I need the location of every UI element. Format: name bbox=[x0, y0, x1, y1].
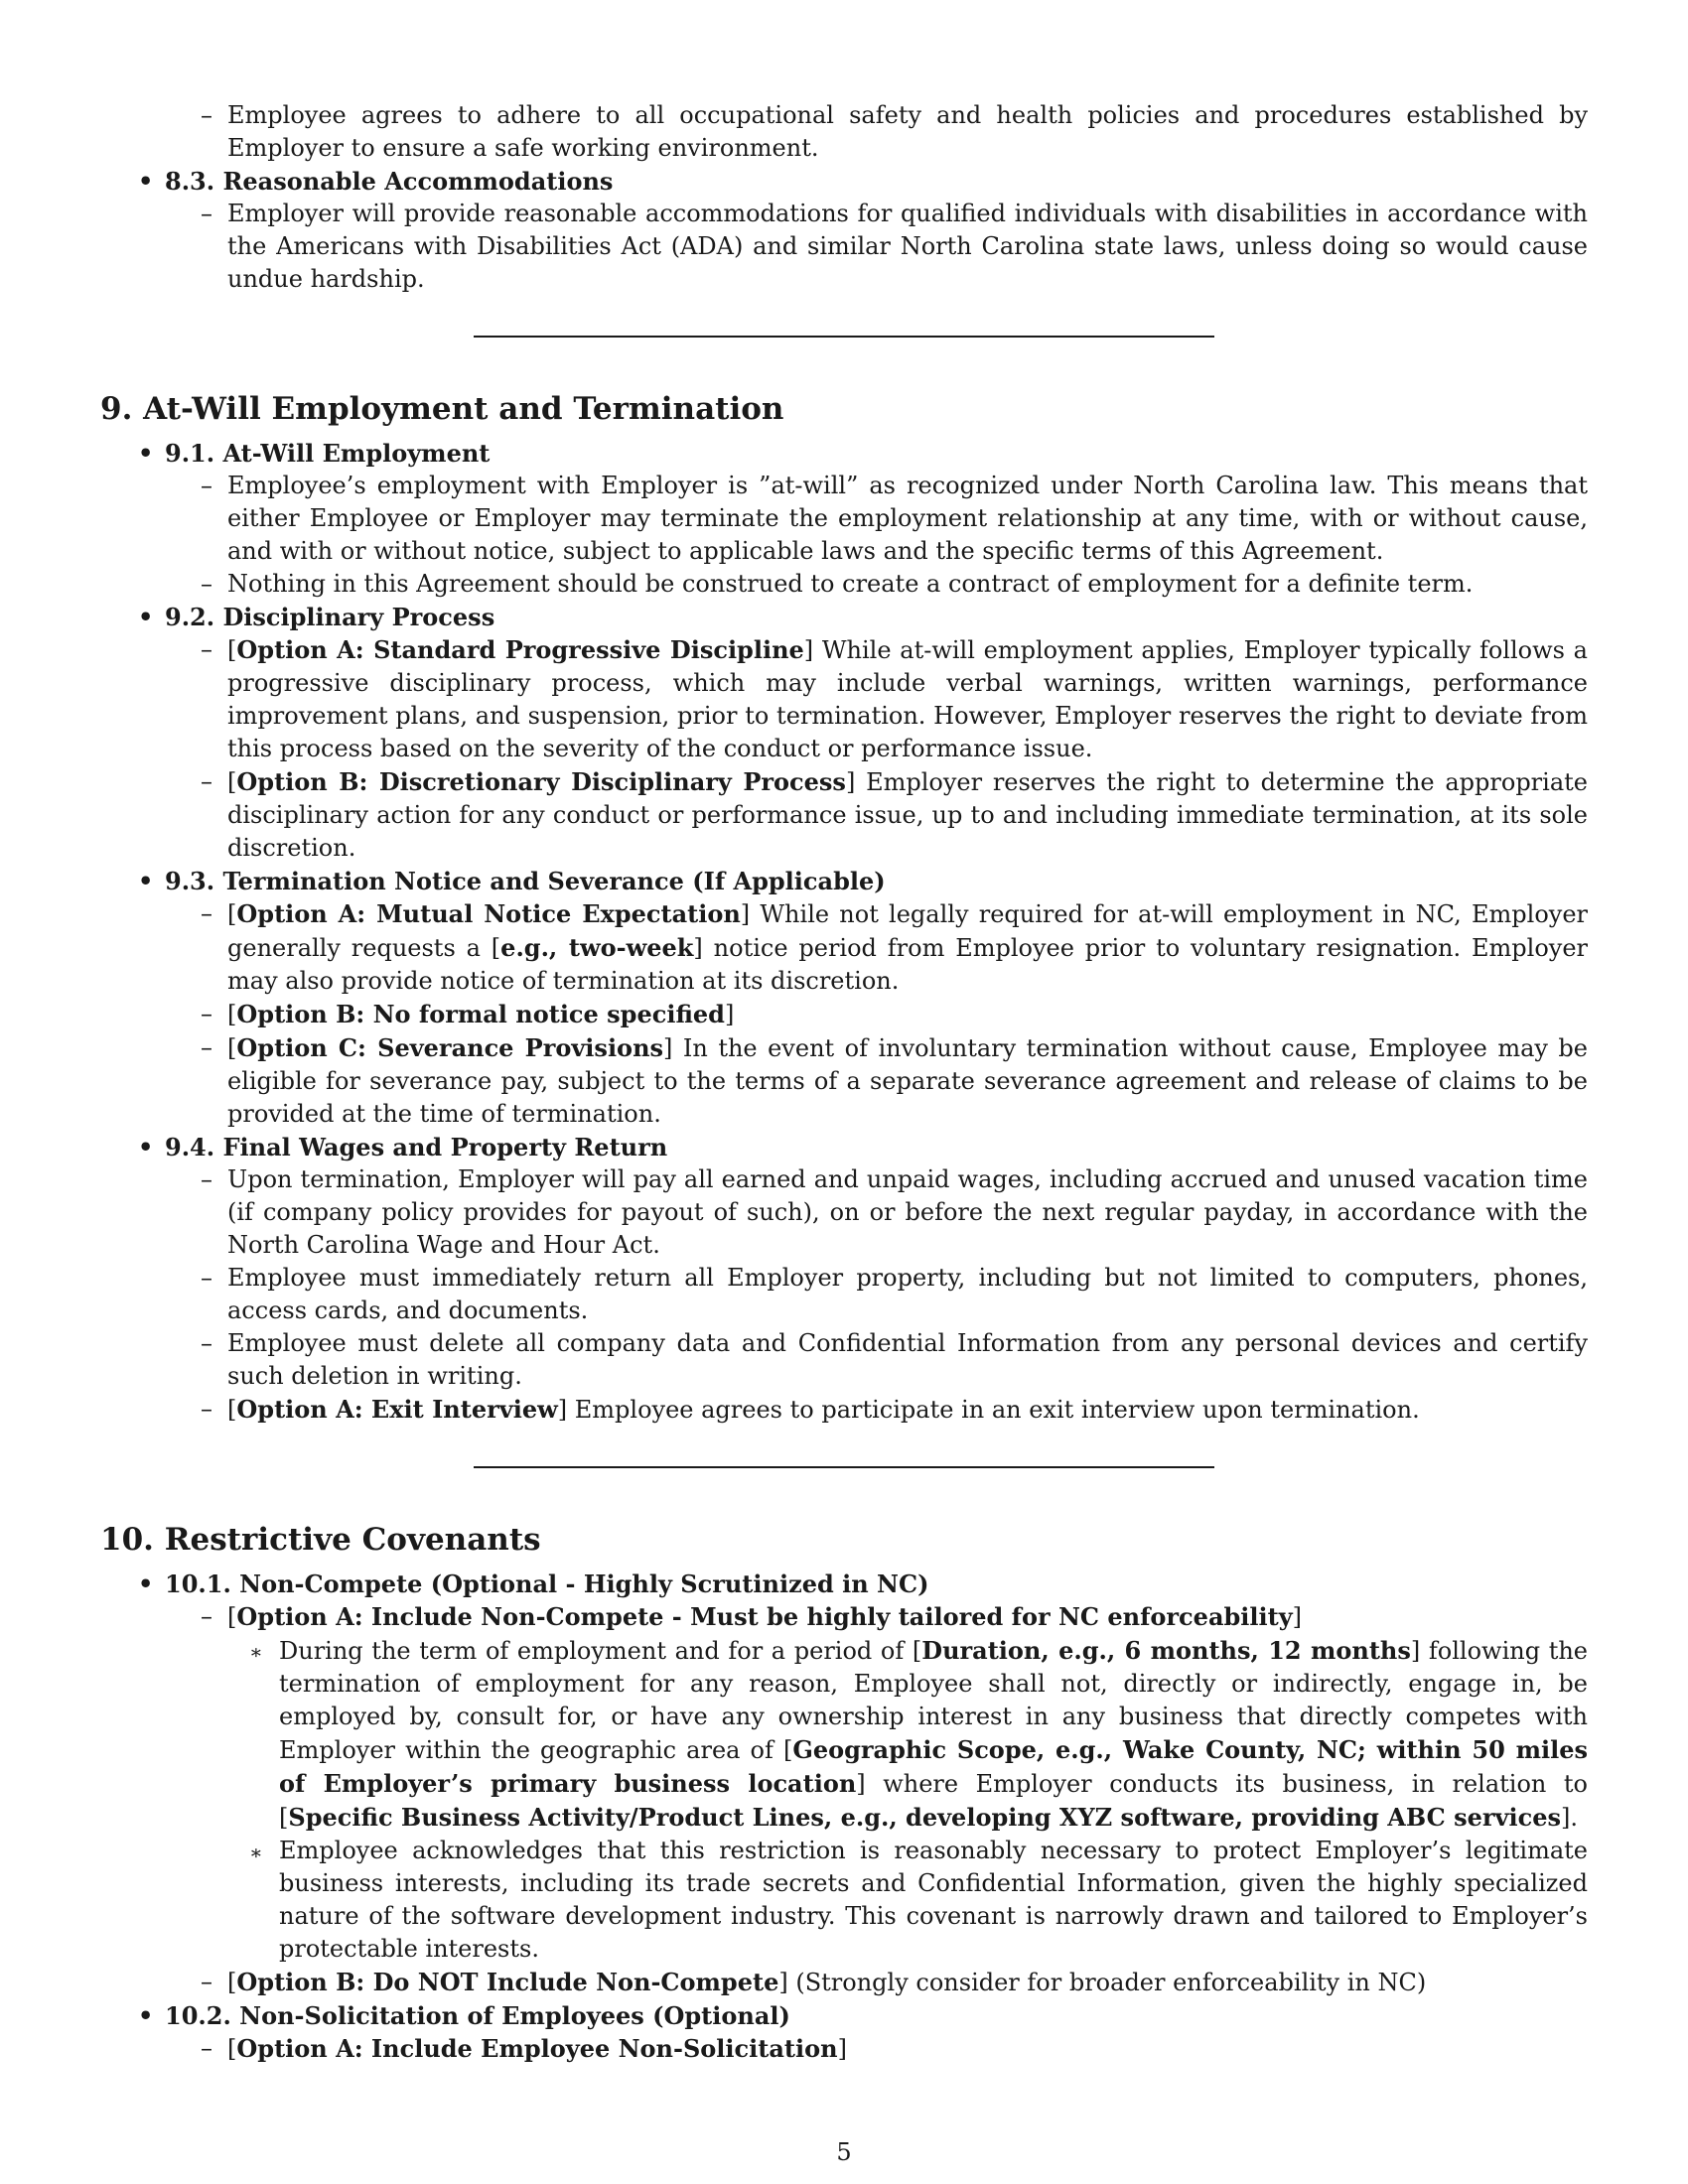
placeholder-text: Geographic Scope, e.g., Wake County, NC; within 50 miles of Employer’s primary business location bbox=[279, 1735, 1588, 1798]
asterisk-marker: ∗ bbox=[249, 1640, 263, 1664]
list-item: – [Option A: Include Employee Non-Solicitation] bbox=[201, 2034, 847, 2063]
document-page bbox=[100, 99, 1588, 2066]
bullet-marker: • bbox=[138, 867, 154, 895]
list-item bbox=[100, 99, 1588, 165]
list-item: – [Option C: Severance Provisions] In the event of involuntary termination without cause, Employee may be eligible for severance pay, subject to the terms of a separate severance agreement and release of claims to be provided at the time of termination. bbox=[201, 1033, 1589, 1128]
list-item: – [Option A: Exit Interview] Employee agrees to participate in an exit interview upon termination. bbox=[201, 1395, 1420, 1424]
option-label: Option A: Mutual Notice Expectation bbox=[236, 899, 741, 928]
list-item: – Employee must immediately return all Employer property, including but not limited to computers, phones, access cards, and documents. bbox=[201, 1264, 1588, 1324]
list-item: – [Option B: Discretionary Disciplinary Process] Employer reserves the right to determine the appropriate disciplinary action for any conduct or performance issue, up to and including immediate termination, at its sole discretion. bbox=[201, 767, 1588, 862]
dash-marker: – bbox=[201, 1395, 212, 1423]
subsection-heading-9-4: • 9.4. Final Wages and Property Return bbox=[138, 1133, 668, 1161]
bullet-marker: • bbox=[138, 1570, 154, 1598]
option-label: Option A: Exit Interview bbox=[236, 1395, 558, 1424]
subsection-heading-10-2: • 10.2. Non-Solicitation of Employees (Optional) bbox=[138, 2001, 790, 2030]
list-item: – [Option A: Standard Progressive Discipline] While at-will employment applies, Employer typically follows a progressive disciplinary process, which may include verbal warnings, written warnings, performance improvement plans, and suspension, prior to termination. However, Employer reserves the right to deviate from this process based on the severity of the conduct or performance issue. bbox=[201, 635, 1588, 762]
bullet-marker: • bbox=[138, 167, 154, 196]
list-item bbox=[100, 198, 1588, 296]
subsection-heading-9-3: • 9.3. Termination Notice and Severance (If Applicable) bbox=[138, 867, 886, 895]
option-label: Option A: Include Employee Non-Solicitation bbox=[236, 2034, 838, 2063]
dash-marker: – bbox=[201, 1968, 212, 1995]
dash-marker: – bbox=[201, 899, 212, 927]
list-item: – [Option A: Mutual Notice Expectation] While not legally required for at-will employment in NC, Employer generally requests a [e.g., two-week] notice period from Employee prior to voluntary resignation. Employer may also provide notice of termination at its discretion. bbox=[201, 899, 1589, 995]
dash-marker: – bbox=[201, 1033, 212, 1061]
list-item: – Employee’s employment with Employer is ”at-will” as recognized under North Carolina law. This means that either Employee or Employer may terminate the employment relationship at any time, with or without cause, and with or without notice, subject to applicable laws and the specific terms of this Agreement. bbox=[201, 472, 1588, 565]
option-label: Option A: Standard Progressive Discipline bbox=[236, 635, 804, 664]
sub-list-item: ∗ During the term of employment and for a period of [Duration, e.g., 6 months, 12 months] following the termination of employment for any reason, Employee shall not, directly or indirectly, engage in, be employed by, consult for, or have any ownership interest in any business that directly competes with Employer within the geographic area of [Geographic Scope, e.g., Wake County, NC; within 50 miles of Employer’s primary business location] where Employer conducts its business, in relation to [Specific Business Activity/Product Lines, e.g., developing XYZ software, providing ABC services]. bbox=[249, 1636, 1589, 1832]
subsection-heading-8-3: • 8.3. Reasonable Accommodations bbox=[138, 167, 614, 196]
dash-marker: – bbox=[201, 472, 212, 499]
dash-marker: – bbox=[201, 1000, 212, 1027]
dash-marker: – bbox=[201, 200, 212, 227]
section-title-9: 9. At-Will Employment and Termination bbox=[100, 391, 784, 427]
dash-marker: – bbox=[201, 1329, 212, 1357]
sub-list-item: ∗ Employee acknowledges that this restriction is reasonably necessary to protect Employer’s legitimate business interests, including its trade secrets and Confidential Information, given the highly specialized nature of the software development industry. This covenant is narrowly drawn and tailored to Employer’s protectable interests. bbox=[249, 1837, 1588, 1963]
option-label: Option B: Discretionary Disciplinary Process bbox=[236, 767, 846, 796]
asterisk-marker: ∗ bbox=[249, 1841, 263, 1864]
dash-marker: – bbox=[201, 101, 212, 129]
bullet-marker: • bbox=[138, 603, 154, 631]
dash-marker: – bbox=[201, 2034, 212, 2062]
dash-marker: – bbox=[201, 1165, 212, 1193]
dash-marker: – bbox=[201, 767, 212, 795]
dash-marker: – bbox=[201, 1602, 212, 1630]
page-number: 5 bbox=[836, 2138, 852, 2166]
placeholder-text: Duration, e.g., 6 months, 12 months bbox=[921, 1636, 1411, 1665]
subsection-heading-9-1: • 9.1. At-Will Employment bbox=[138, 439, 491, 468]
dash-marker: – bbox=[201, 570, 212, 598]
option-label: Option C: Severance Provisions bbox=[236, 1033, 664, 1062]
subsection-heading-9-2: • 9.2. Disciplinary Process bbox=[138, 603, 495, 631]
placeholder-text: e.g., two-week bbox=[500, 933, 694, 962]
list-item: – Nothing in this Agreement should be construed to create a contract of employment for a definite term. bbox=[100, 568, 1588, 601]
list-item: – [Option B: No formal notice specified] bbox=[201, 1000, 735, 1028]
list-item: – Employee must delete all company data and Confidential Information from any personal devices and certify such deletion in writing. bbox=[201, 1329, 1588, 1390]
bullet-marker: • bbox=[138, 2001, 154, 2030]
section-divider bbox=[474, 336, 1214, 338]
list-item: – [Option B: Do NOT Include Non-Compete] (Strongly consider for broader enforceability in NC) bbox=[201, 1968, 1427, 1996]
placeholder-text: Specific Business Activity/Product Lines, e.g., developing XYZ software, providing ABC services bbox=[288, 1803, 1561, 1832]
bullet-marker: • bbox=[138, 1133, 154, 1161]
section-divider bbox=[474, 1466, 1214, 1468]
section-title-10: 10. Restrictive Covenants bbox=[100, 1522, 541, 1558]
item-text: Employer will provide reasonable accommodations for qualified individuals with disabilities in accordance with the Americans with Disabilities Act (ADA) and similar North Carolina state laws, unless doing so would cause undue hardship. bbox=[227, 200, 1588, 293]
dash-marker: – bbox=[201, 1264, 212, 1292]
option-label: Option B: No formal notice specified bbox=[236, 1000, 725, 1028]
list-item: – Upon termination, Employer will pay all earned and unpaid wages, including accrued and unused vacation time (if company policy provides for payout of such), on or before the next regular payday, in accordance with the North Carolina Wage and Hour Act. bbox=[201, 1165, 1588, 1259]
option-label: Option A: Include Non-Compete - Must be highly tailored for NC enforceability bbox=[236, 1602, 1293, 1631]
list-item: – [Option A: Include Non-Compete - Must be highly tailored for NC enforceability] bbox=[201, 1602, 1303, 1631]
dash-marker: – bbox=[201, 635, 212, 663]
bullet-marker: • bbox=[138, 439, 154, 468]
item-text: Employee agrees to adhere to all occupational safety and health policies and procedures established by Employer to ensure a safe working environment. bbox=[227, 101, 1588, 162]
option-label: Option B: Do NOT Include Non-Compete bbox=[236, 1968, 779, 1996]
subsection-heading-10-1: • 10.1. Non-Compete (Optional - Highly Scrutinized in NC) bbox=[138, 1570, 929, 1598]
